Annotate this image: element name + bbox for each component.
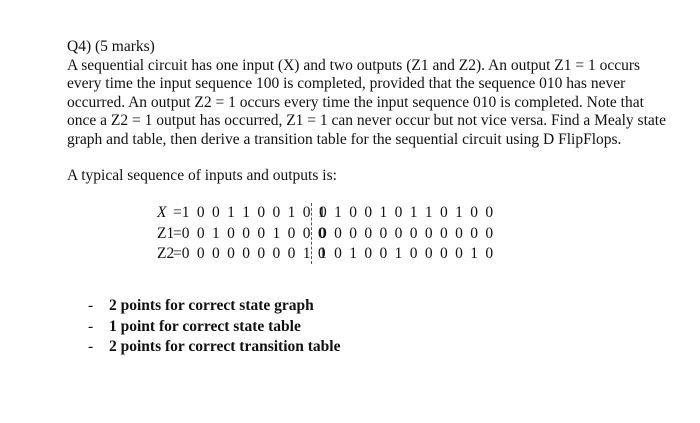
grading-item	[88, 337, 340, 358]
grading-item-text: 2 points for correct transition table	[109, 338, 341, 355]
sequence-label: Z2	[157, 245, 175, 262]
grading-item	[88, 296, 340, 317]
paragraph-line: occurred. An output Z2 = 1 occurs every time the input sequence 010 is completed. Note that	[67, 93, 644, 111]
grading-list	[88, 296, 340, 358]
sequence-row-z1	[157, 224, 495, 245]
grading-item-text: 1 point for correct state table	[109, 317, 301, 335]
sequence-divider	[311, 203, 312, 264]
bullet-dash: -	[88, 297, 94, 314]
paragraph-line: once a Z2 = 1 output has occurred, Z1 = 1 can never occur but not vice versa. Find a Mealy state	[67, 112, 666, 130]
sequence-label: Z1	[157, 224, 175, 242]
bullet-dash: -	[88, 317, 94, 335]
paragraph-line: A sequential circuit has one input (X) and two outputs (Z1 and Z2). An output Z1 = 1 occurs	[67, 57, 641, 74]
sequence-values-part2: 1 0 1 0 0 1 0 0 0 0 1 0	[319, 245, 495, 262]
sequence-row-x	[157, 203, 495, 224]
sequence-values-part2: 0 0 0 0 0 0 0 0 0 0 0 0	[319, 224, 495, 242]
sequence-values-part1: 1 0 0 1 1 0 0 1 0 1	[181, 204, 328, 221]
sequence-equals: =	[173, 245, 182, 262]
bullet-dash: -	[88, 338, 94, 355]
sequence-intro: A typical sequence of inputs and outputs is:	[67, 167, 337, 184]
question-paragraph	[67, 57, 667, 149]
grading-item-text: 2 points for correct state graph	[109, 297, 314, 314]
paragraph-line: graph and table, then derive a transition table for the sequential circuit using D FlipFlops.	[67, 130, 622, 148]
sequence-table	[157, 203, 495, 265]
sequence-row-z2	[157, 244, 495, 265]
paragraph-line: every time the input sequence 100 is completed, provided that the sequence 010 has never	[67, 75, 626, 93]
sequence-equals: =	[173, 224, 182, 242]
question-heading: Q4) (5 marks)	[67, 38, 155, 55]
sequence-values-part2: 0 1 0 0 1 0 1 1 0 1 0 0	[319, 204, 495, 221]
sequence-equals: =	[173, 204, 182, 221]
sequence-values-part1: 0 0 0 0 0 0 0 0 1 0	[181, 245, 328, 262]
grading-item	[88, 317, 340, 338]
sequence-values-part1: 0 0 1 0 0 0 1 0 0 0	[181, 224, 328, 242]
sequence-label: X	[157, 204, 167, 221]
